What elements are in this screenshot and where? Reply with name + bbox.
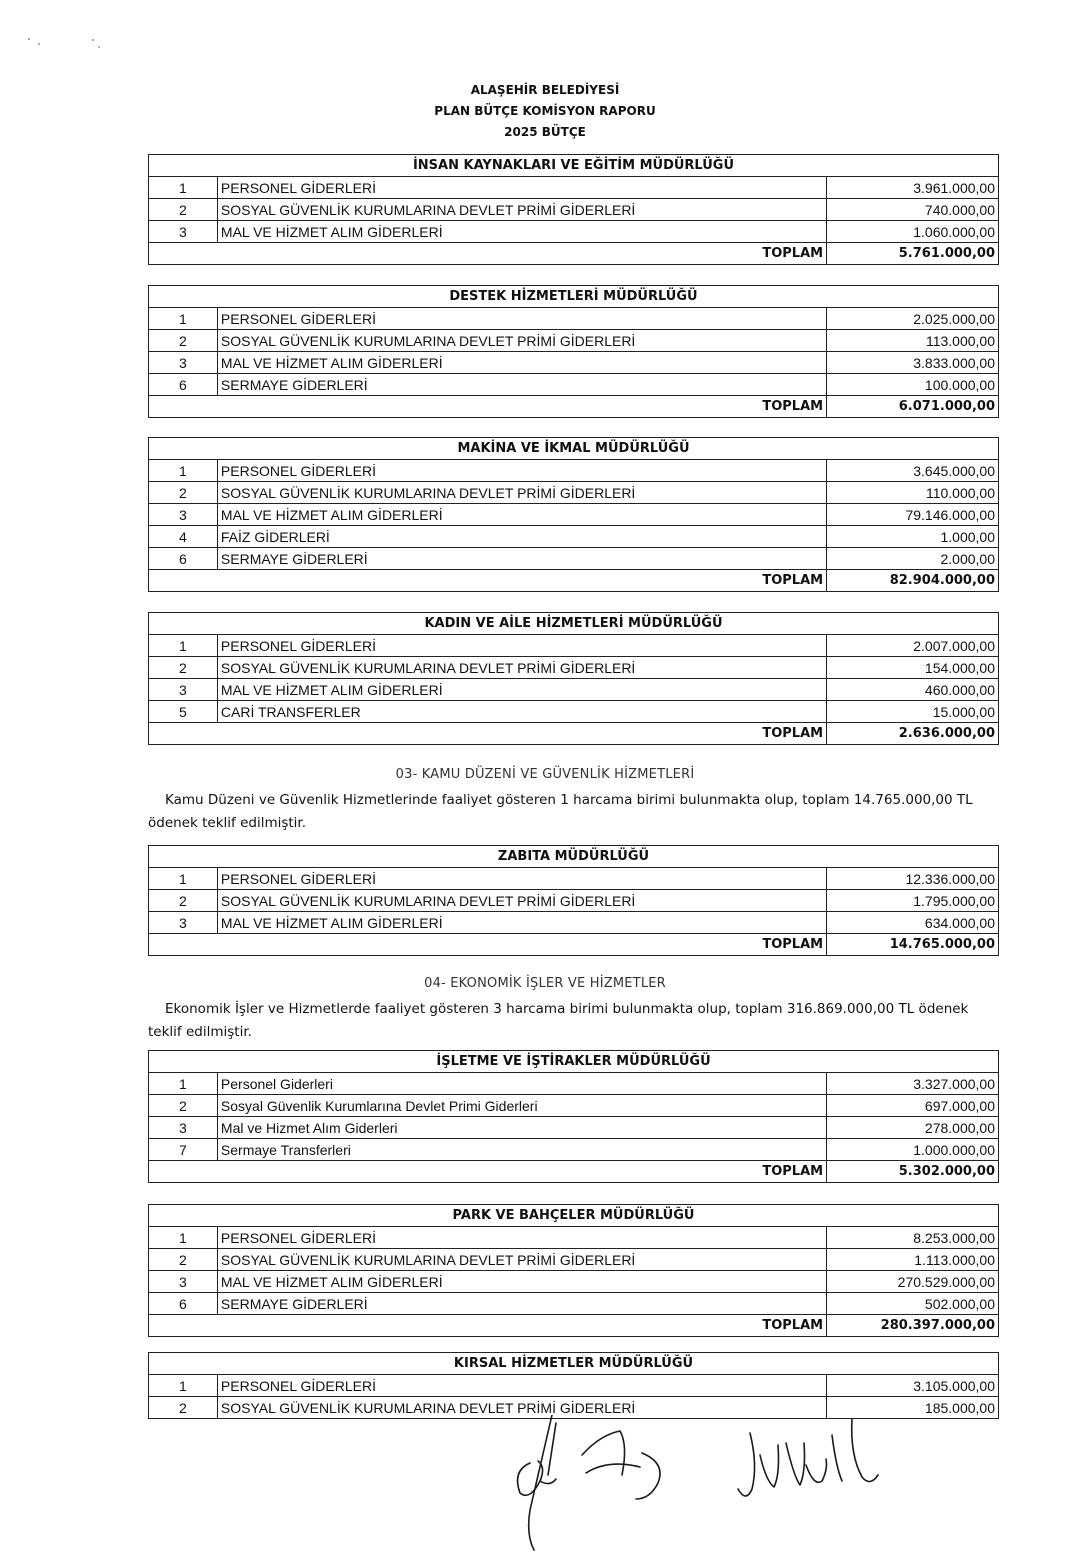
table-row	[149, 548, 999, 570]
table-row	[149, 199, 999, 221]
expense-name: SERMAYE GİDERLERİ	[217, 374, 826, 396]
table-row	[149, 482, 999, 504]
row-number: 6	[149, 1293, 218, 1315]
expense-amount: 100.000,00	[827, 374, 999, 396]
document-header	[0, 80, 1090, 143]
expense-name: SOSYAL GÜVENLİK KURUMLARINA DEVLET PRİMİ GİDERLERİ	[217, 199, 826, 221]
signature-right	[738, 1419, 878, 1496]
row-number: 2	[149, 890, 218, 912]
total-row	[149, 1315, 999, 1337]
row-number: 2	[149, 482, 218, 504]
expense-amount: 1.000.000,00	[827, 1139, 999, 1161]
table-row	[149, 912, 999, 934]
expense-name: Personel Giderleri	[217, 1073, 826, 1095]
row-number: 2	[149, 657, 218, 679]
expense-amount: 154.000,00	[827, 657, 999, 679]
table-title: MAKİNA VE İKMAL MÜDÜRLÜĞÜ	[149, 438, 999, 460]
table-row	[149, 1139, 999, 1161]
row-number: 2	[149, 199, 218, 221]
expense-name: SOSYAL GÜVENLİK KURUMLARINA DEVLET PRİMİ GİDERLERİ	[217, 482, 826, 504]
row-number: 1	[149, 177, 218, 199]
expense-name: MAL VE HİZMET ALIM GİDERLERİ	[217, 352, 826, 374]
total-row	[149, 1161, 999, 1183]
table-title: DESTEK HİZMETLERİ MÜDÜRLÜĞÜ	[149, 286, 999, 308]
table-title: KIRSAL HİZMETLER MÜDÜRLÜĞÜ	[149, 1353, 999, 1375]
expense-name: PERSONEL GİDERLERİ	[217, 460, 826, 482]
expense-amount: 113.000,00	[827, 330, 999, 352]
total-label: TOPLAM	[149, 1315, 827, 1337]
table-row	[149, 1271, 999, 1293]
total-label: TOPLAM	[149, 1161, 827, 1183]
expense-amount: 2.025.000,00	[827, 308, 999, 330]
row-number: 7	[149, 1139, 218, 1161]
table-row	[149, 1375, 999, 1397]
table-title: İŞLETME VE İŞTİRAKLER MÜDÜRLÜĞÜ	[149, 1051, 999, 1073]
row-number: 1	[149, 868, 218, 890]
table-row	[149, 701, 999, 723]
signature-left	[518, 1415, 660, 1550]
expense-name: PERSONEL GİDERLERİ	[217, 868, 826, 890]
table-title: KADIN VE AİLE HİZMETLERİ MÜDÜRLÜĞÜ	[149, 613, 999, 635]
total-row	[149, 570, 999, 592]
expense-amount: 1.000,00	[827, 526, 999, 548]
expense-amount: 3.833.000,00	[827, 352, 999, 374]
total-row	[149, 934, 999, 956]
expense-amount: 8.253.000,00	[827, 1227, 999, 1249]
expense-amount: 2.000,00	[827, 548, 999, 570]
row-number: 2	[149, 330, 218, 352]
total-amount: 2.636.000,00	[827, 723, 999, 745]
expense-name: SOSYAL GÜVENLİK KURUMLARINA DEVLET PRİMİ GİDERLERİ	[217, 1397, 826, 1419]
section-title-ekonomik-isler: 04- EKONOMİK İŞLER VE HİZMETLER	[424, 976, 666, 991]
expense-amount: 1.113.000,00	[827, 1249, 999, 1271]
budget-table-makina-ikmal	[148, 437, 999, 592]
expense-amount: 2.007.000,00	[827, 635, 999, 657]
total-label: TOPLAM	[149, 934, 827, 956]
expense-name: PERSONEL GİDERLERİ	[217, 1375, 826, 1397]
expense-name: SERMAYE GİDERLERİ	[217, 1293, 826, 1315]
budget-table-insan-kaynaklari	[148, 154, 999, 265]
row-number: 3	[149, 1271, 218, 1293]
expense-amount: 460.000,00	[827, 679, 999, 701]
row-number: 6	[149, 374, 218, 396]
row-number: 1	[149, 1227, 218, 1249]
section-paragraph-kamu-duzeni: Kamu Düzeni ve Güvenlik Hizmetlerinde faaliyet gösteren 1 harcama birimi bulunmakta olup, toplam 14.765.000,00 TL ödenek teklif edilmiştir.	[148, 792, 973, 831]
table-row	[149, 657, 999, 679]
table-row	[149, 460, 999, 482]
expense-amount: 697.000,00	[827, 1095, 999, 1117]
expense-amount: 12.336.000,00	[827, 868, 999, 890]
row-number: 2	[149, 1397, 218, 1419]
expense-amount: 79.146.000,00	[827, 504, 999, 526]
budget-table-park-bahceler	[148, 1204, 999, 1337]
table-row	[149, 679, 999, 701]
table-row	[149, 177, 999, 199]
expense-amount: 3.645.000,00	[827, 460, 999, 482]
total-amount: 82.904.000,00	[827, 570, 999, 592]
row-number: 2	[149, 1249, 218, 1271]
total-row	[149, 396, 999, 418]
budget-table-destek-hizmetleri	[148, 285, 999, 418]
row-number: 6	[149, 548, 218, 570]
row-number: 3	[149, 352, 218, 374]
expense-amount: 185.000,00	[827, 1397, 999, 1419]
expense-name: CARİ TRANSFERLER	[217, 701, 826, 723]
expense-name: SOSYAL GÜVENLİK KURUMLARINA DEVLET PRİMİ GİDERLERİ	[217, 890, 826, 912]
row-number: 3	[149, 504, 218, 526]
table-row	[149, 330, 999, 352]
row-number: 3	[149, 1117, 218, 1139]
expense-name: PERSONEL GİDERLERİ	[217, 177, 826, 199]
row-number: 4	[149, 526, 218, 548]
expense-amount: 502.000,00	[827, 1293, 999, 1315]
total-amount: 5.761.000,00	[827, 243, 999, 265]
total-label: TOPLAM	[149, 570, 827, 592]
expense-name: SOSYAL GÜVENLİK KURUMLARINA DEVLET PRİMİ GİDERLERİ	[217, 330, 826, 352]
table-row	[149, 890, 999, 912]
total-amount: 5.302.000,00	[827, 1161, 999, 1183]
total-label: TOPLAM	[149, 723, 827, 745]
expense-name: Mal ve Hizmet Alım Giderleri	[217, 1117, 826, 1139]
expense-amount: 1.795.000,00	[827, 890, 999, 912]
expense-name: Sermaye Transferleri	[217, 1139, 826, 1161]
expense-amount: 740.000,00	[827, 199, 999, 221]
section-title-kamu-duzeni: 03- KAMU DÜZENİ VE GÜVENLİK HİZMETLERİ	[395, 767, 695, 782]
expense-name: PERSONEL GİDERLERİ	[217, 308, 826, 330]
expense-name: MAL VE HİZMET ALIM GİDERLERİ	[217, 679, 826, 701]
row-number: 3	[149, 679, 218, 701]
total-row	[149, 243, 999, 265]
report-title: PLAN BÜTÇE KOMİSYON RAPORU	[434, 104, 656, 118]
table-row	[149, 1249, 999, 1271]
table-row	[149, 635, 999, 657]
row-number: 1	[149, 460, 218, 482]
expense-name: Sosyal Güvenlik Kurumlarına Devlet Primi Giderleri	[217, 1095, 826, 1117]
expense-name: MAL VE HİZMET ALIM GİDERLERİ	[217, 912, 826, 934]
table-title: İNSAN KAYNAKLARI VE EĞİTİM MÜDÜRLÜĞÜ	[149, 155, 999, 177]
total-label: TOPLAM	[149, 396, 827, 418]
municipality-name: ALAŞEHİR BELEDİYESİ	[470, 83, 620, 97]
expense-amount: 110.000,00	[827, 482, 999, 504]
total-amount: 280.397.000,00	[827, 1315, 999, 1337]
table-row	[149, 1095, 999, 1117]
budget-table-isletme-istirakler	[148, 1050, 999, 1183]
expense-name: PERSONEL GİDERLERİ	[217, 1227, 826, 1249]
expense-name: MAL VE HİZMET ALIM GİDERLERİ	[217, 504, 826, 526]
expense-amount: 15.000,00	[827, 701, 999, 723]
table-row	[149, 1227, 999, 1249]
table-title: PARK VE BAHÇELER MÜDÜRLÜĞÜ	[149, 1205, 999, 1227]
handwritten-signatures	[490, 1415, 910, 1555]
row-number: 3	[149, 912, 218, 934]
budget-year: 2025 BÜTÇE	[504, 125, 586, 139]
budget-table-zabita	[148, 845, 999, 956]
row-number: 1	[149, 308, 218, 330]
total-label: TOPLAM	[149, 243, 827, 265]
expense-amount: 3.961.000,00	[827, 177, 999, 199]
row-number: 2	[149, 1095, 218, 1117]
table-row	[149, 308, 999, 330]
expense-name: MAL VE HİZMET ALIM GİDERLERİ	[217, 1271, 826, 1293]
expense-amount: 278.000,00	[827, 1117, 999, 1139]
expense-name: SOSYAL GÜVENLİK KURUMLARINA DEVLET PRİMİ GİDERLERİ	[217, 1249, 826, 1271]
expense-amount: 1.060.000,00	[827, 221, 999, 243]
table-row	[149, 504, 999, 526]
expense-amount: 3.105.000,00	[827, 1375, 999, 1397]
table-row	[149, 1117, 999, 1139]
expense-name: PERSONEL GİDERLERİ	[217, 635, 826, 657]
row-number: 3	[149, 221, 218, 243]
table-row	[149, 1073, 999, 1095]
expense-name: SERMAYE GİDERLERİ	[217, 548, 826, 570]
expense-amount: 634.000,00	[827, 912, 999, 934]
expense-name: FAİZ GİDERLERİ	[217, 526, 826, 548]
total-row	[149, 723, 999, 745]
budget-table-kirsal-hizmetler	[148, 1352, 999, 1419]
row-number: 5	[149, 701, 218, 723]
table-row	[149, 868, 999, 890]
expense-name: SOSYAL GÜVENLİK KURUMLARINA DEVLET PRİMİ GİDERLERİ	[217, 657, 826, 679]
table-row	[149, 374, 999, 396]
expense-amount: 3.327.000,00	[827, 1073, 999, 1095]
row-number: 1	[149, 1375, 218, 1397]
scan-marks	[25, 35, 115, 55]
budget-table-kadin-aile	[148, 612, 999, 745]
total-amount: 14.765.000,00	[827, 934, 999, 956]
table-row	[149, 526, 999, 548]
section-paragraph-ekonomik-isler: Ekonomik İşler ve Hizmetlerde faaliyet gösteren 3 harcama birimi bulunmakta olup, toplam 316.869.000,00 TL ödenek teklif edilmiştir.	[148, 1001, 969, 1040]
table-row	[149, 221, 999, 243]
row-number: 1	[149, 1073, 218, 1095]
row-number: 1	[149, 635, 218, 657]
expense-amount: 270.529.000,00	[827, 1271, 999, 1293]
table-title: ZABITA MÜDÜRLÜĞÜ	[149, 846, 999, 868]
total-amount: 6.071.000,00	[827, 396, 999, 418]
table-row	[149, 352, 999, 374]
expense-name: MAL VE HİZMET ALIM GİDERLERİ	[217, 221, 826, 243]
table-row	[149, 1293, 999, 1315]
